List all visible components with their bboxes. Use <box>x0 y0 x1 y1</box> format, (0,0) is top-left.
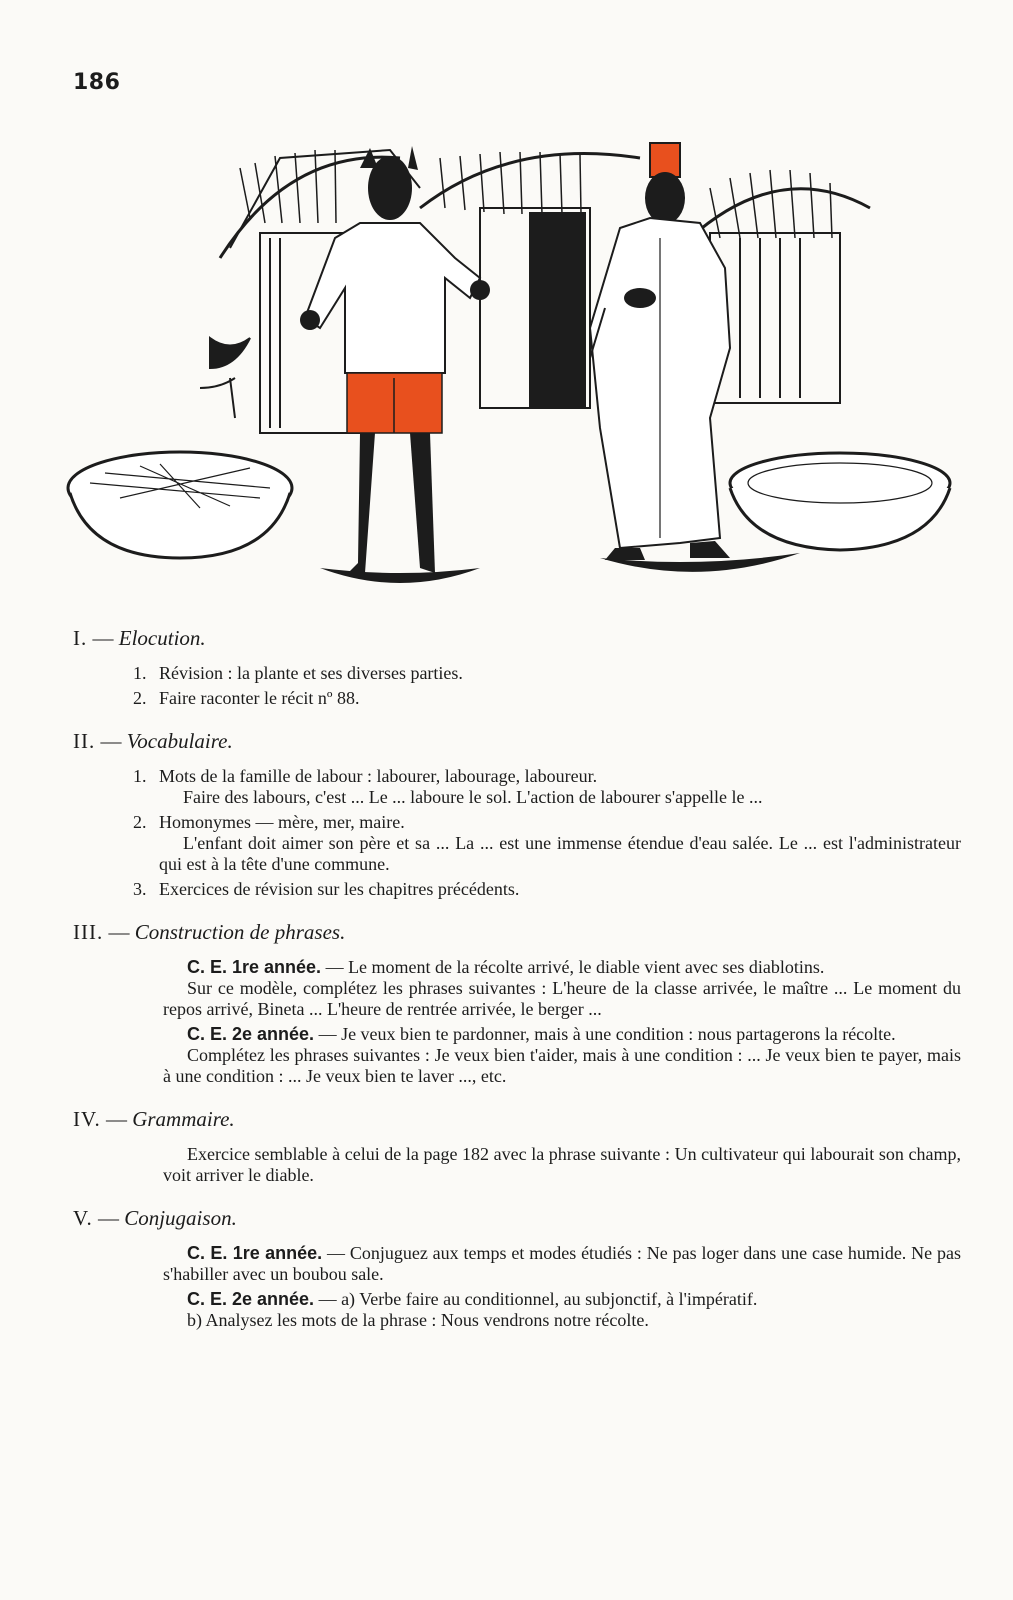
item-text: Exercices de révision sur les chapitres précédents. <box>159 879 520 899</box>
section-heading <box>73 922 961 943</box>
exercise-list <box>133 663 961 709</box>
lesson-content <box>73 628 961 1353</box>
right-basket <box>730 453 950 550</box>
farmer-figure <box>590 143 730 560</box>
section-vocabulaire <box>73 731 961 900</box>
item-number: 1. <box>133 663 147 683</box>
block-text: — Conjuguez aux temps et modes étudiés : Ne pas loger dans une case humide. Ne pas s'habiller avec un boubou sale. <box>163 1243 961 1284</box>
section-dash: — <box>108 920 130 944</box>
section-numeral: IV. <box>73 1107 101 1131</box>
section-construction <box>73 922 961 1087</box>
section-title: Vocabulaire. <box>126 729 233 753</box>
block-subtext: Complétez les phrases suivantes : Je veux bien t'aider, mais à une condition : ... Je veux bien te payer, mais à une condition : ... Je veux bien te laver ..., etc. <box>163 1045 961 1086</box>
list-item <box>133 663 961 684</box>
palm-tree <box>200 338 250 418</box>
block-text: — a) Verbe faire au conditionnel, au subjonctif, à l'impératif. <box>318 1289 758 1309</box>
section-dash: — <box>97 1206 119 1230</box>
section-heading <box>73 1208 961 1229</box>
item-text: Révision : la plante et ses diverses parties. <box>159 663 463 683</box>
section-elocution <box>73 628 961 709</box>
list-item <box>133 766 961 808</box>
block-subtext: Sur ce modèle, complétez les phrases suivantes : L'heure de la classe arrivée, le maître ... Le moment du repos arrivé, Bineta ... L'heure de rentrée arrivée, le berger ... <box>163 978 961 1019</box>
item-text: Mots de la famille de labour : labourer, labourage, laboureur. <box>159 766 598 786</box>
section-title: Elocution. <box>118 626 206 650</box>
section-numeral: II. <box>73 729 96 753</box>
level-label: C. E. 1re année. <box>187 957 322 977</box>
section-heading <box>73 1109 961 1130</box>
section-dash: — <box>92 626 114 650</box>
item-number: 1. <box>133 766 147 786</box>
item-number: 3. <box>133 879 147 899</box>
level-label: C. E. 2e année. <box>187 1289 315 1309</box>
list-item <box>133 879 961 900</box>
item-number: 2. <box>133 812 147 832</box>
block-text: — Le moment de la récolte arrivé, le diable vient avec ses diablotins. <box>325 957 825 977</box>
item-subtext: L'enfant doit aimer son père et sa ... La ... est une immense étendue d'eau salée. Le ... est l'administrateur qui est à la tête d'une commune. <box>159 833 961 874</box>
section-dash: — <box>105 1107 127 1131</box>
section-title: Construction de phrases. <box>134 920 346 944</box>
block-text: — Je veux bien te pardonner, mais à une condition : nous partagerons la récolte. <box>318 1024 896 1044</box>
item-subtext: Faire des labours, c'est ... Le ... laboure le sol. L'action de labourer s'appelle le ... <box>183 787 763 807</box>
level-block <box>163 1144 961 1186</box>
level-block <box>163 1289 961 1331</box>
section-grammaire <box>73 1109 961 1186</box>
section-numeral: V. <box>73 1206 93 1230</box>
item-number: 2. <box>133 688 147 708</box>
level-label: C. E. 1re année. <box>187 1243 323 1263</box>
level-block <box>163 1024 961 1087</box>
section-numeral: I. <box>73 626 88 650</box>
left-basket <box>68 452 292 558</box>
devil-figure <box>300 146 490 573</box>
section-dash: — <box>100 729 122 753</box>
section-heading <box>73 731 961 752</box>
section-title: Grammaire. <box>132 1107 235 1131</box>
level-label: C. E. 2e année. <box>187 1024 315 1044</box>
section-conjugaison <box>73 1208 961 1331</box>
section-title: Conjugaison. <box>124 1206 237 1230</box>
item-text: Homonymes — mère, mer, maire. <box>159 812 405 832</box>
page-number: 186 <box>73 70 121 95</box>
list-item <box>133 688 961 709</box>
block-text: Exercice semblable à celui de la page 182 avec la phrase suivante : Un cultivateur qui labourait son champ, voit arriver le diable. <box>163 1144 961 1185</box>
section-heading <box>73 628 961 649</box>
section-numeral: III. <box>73 920 104 944</box>
exercise-list <box>133 766 961 900</box>
block-subtext: b) Analysez les mots de la phrase : Nous vendrons notre récolte. <box>187 1310 649 1330</box>
level-block <box>163 1243 961 1285</box>
item-text: Faire raconter le récit nº 88. <box>159 688 360 708</box>
level-block <box>163 957 961 1020</box>
list-item <box>133 812 961 875</box>
illustration <box>60 128 960 598</box>
